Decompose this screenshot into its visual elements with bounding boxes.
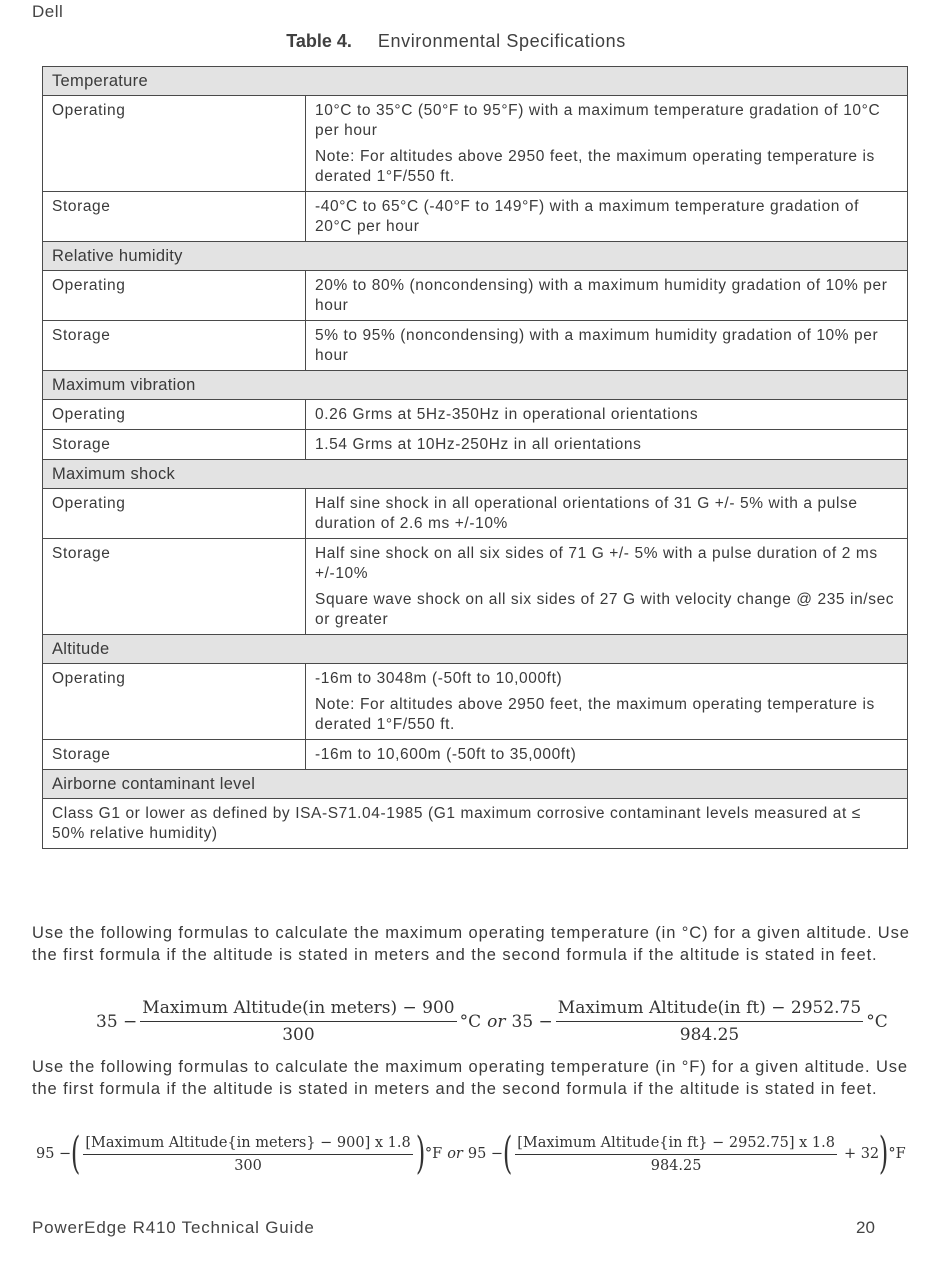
table-row <box>43 400 908 430</box>
value-text: -40°C to 65°C (-40°F to 149°F) with a maximum temperature gradation of 20°C per hour <box>315 198 860 235</box>
row-label: Storage <box>43 740 306 770</box>
row-value <box>306 192 908 242</box>
formula-unit: °F <box>888 1146 906 1162</box>
row-label: Storage <box>43 192 306 242</box>
section-row-humidity <box>43 242 908 271</box>
value-text: 0.26 Grms at 5Hz-350Hz in operational orientations <box>315 406 699 423</box>
value-text: 1.54 Grms at 10Hz-250Hz in all orientations <box>315 436 642 453</box>
formula-denominator: 984.25 <box>650 1157 702 1174</box>
formula-numerator: Maximum Altitude(in meters) − 900 <box>140 998 456 1022</box>
value-note: Note: For altitudes above 2950 feet, the maximum operating temperature is derated 1°F/550 ft. <box>315 696 875 733</box>
section-row-shock <box>43 460 908 489</box>
table-row <box>43 799 908 849</box>
table-row <box>43 539 908 635</box>
formula-numerator: Maximum Altitude(in ft) − 2952.75 <box>556 998 863 1022</box>
row-label: Operating <box>43 664 306 740</box>
table-row <box>43 740 908 770</box>
row-label: Storage <box>43 430 306 460</box>
table-number: Table 4. <box>286 31 352 51</box>
value-text: 20% to 80% (noncondensing) with a maximum humidity gradation of 10% per hour <box>315 277 888 314</box>
section-row-altitude <box>43 635 908 664</box>
footer-title: PowerEdge R410 Technical Guide <box>32 1218 315 1237</box>
row-label: Operating <box>43 96 306 192</box>
row-label: Storage <box>43 321 306 371</box>
table-row <box>43 664 908 740</box>
close-paren: ) <box>879 1128 889 1179</box>
row-label: Operating <box>43 400 306 430</box>
header-brand: Dell <box>32 2 64 21</box>
formula-or: or <box>487 1011 506 1032</box>
table-caption <box>0 31 912 52</box>
formula-denominator: 300 <box>234 1157 262 1174</box>
section-title: Altitude <box>43 635 908 664</box>
section-row-temperature <box>43 67 908 96</box>
value-text: Half sine shock in all operational orientations of 31 G +/- 5% with a pulse duration of 2.6 ms +/-10% <box>315 495 858 532</box>
row-value <box>306 740 908 770</box>
value-text: -16m to 10,600m (-50ft to 35,000ft) <box>315 746 577 763</box>
row-value <box>306 400 908 430</box>
formula-numerator: [Maximum Altitude{in meters} − 900] x 1.8 <box>83 1135 412 1155</box>
table-row <box>43 192 908 242</box>
formula-lead: 35 − <box>96 1011 138 1032</box>
formula-numerator: [Maximum Altitude{in ft} − 2952.75] x 1.8 <box>515 1135 837 1155</box>
value-text: Class G1 or lower as defined by ISA-S71.04-1985 (G1 maximum corrosive contaminant levels measured at ≤ 50% relative humidity) <box>52 805 861 842</box>
table-row <box>43 271 908 321</box>
row-value <box>306 96 908 192</box>
section-title: Temperature <box>43 67 908 96</box>
section-row-contaminant <box>43 770 908 799</box>
formula-lead: 95 − <box>36 1146 72 1162</box>
formula-fraction <box>556 998 863 1045</box>
formula-unit: °F <box>424 1146 443 1162</box>
formula-fraction <box>83 1135 412 1174</box>
row-value <box>306 539 908 635</box>
table-row <box>43 430 908 460</box>
row-label: Operating <box>43 489 306 539</box>
value-text: Half sine shock on all six sides of 71 G +/- 5% with a pulse duration of 2 ms +/-10% <box>315 545 878 582</box>
section-title: Maximum shock <box>43 460 908 489</box>
row-label: Operating <box>43 271 306 321</box>
row-value <box>306 271 908 321</box>
fahrenheit-formula-intro: Use the following formulas to calculate the maximum operating temperature (in °F) for a given altitude. Use the first formula if the altitude is stated in meters and the second formula if the altitude is stated in feet. <box>32 1058 909 1098</box>
row-value <box>306 321 908 371</box>
value-text: 5% to 95% (noncondensing) with a maximum humidity gradation of 10% per hour <box>315 327 879 364</box>
celsius-formula <box>96 998 888 1045</box>
open-paren: ( <box>502 1128 513 1179</box>
page-number: 20 <box>856 1218 875 1237</box>
formula-fraction <box>515 1135 837 1174</box>
table-row <box>43 321 908 371</box>
formula-denominator: 984.25 <box>679 1025 740 1045</box>
value-text: 10°C to 35°C (50°F to 95°F) with a maximum temperature gradation of 10°C per hour <box>315 102 881 139</box>
table-row <box>43 96 908 192</box>
value-note: Note: For altitudes above 2950 feet, the maximum operating temperature is derated 1°F/550 ft. <box>315 148 875 185</box>
table-row <box>43 489 908 539</box>
section-title: Relative humidity <box>43 242 908 271</box>
close-paren: ) <box>415 1128 426 1179</box>
row-value <box>43 799 908 849</box>
value-text-2: Square wave shock on all six sides of 27 G with velocity change @ 235 in/sec or greater <box>315 591 895 628</box>
formula-or: or <box>447 1146 463 1162</box>
value-text: -16m to 3048m (-50ft to 10,000ft) <box>315 670 563 687</box>
formula-lead: 35 − <box>511 1011 553 1032</box>
row-value <box>306 489 908 539</box>
formula-fraction <box>140 998 456 1045</box>
row-value <box>306 664 908 740</box>
section-title: Airborne contaminant level <box>43 770 908 799</box>
table-title: Environmental Specifications <box>377 31 626 51</box>
fahrenheit-formula <box>36 1128 906 1179</box>
celsius-formula-intro: Use the following formulas to calculate the maximum operating temperature (in °C) for a given altitude. Use the first formula if the altitude is stated in meters and the second formula if the altitude is stated in feet. <box>32 924 910 964</box>
row-label: Storage <box>43 539 306 635</box>
section-row-vibration <box>43 371 908 400</box>
row-value <box>306 430 908 460</box>
formula-lead: 95 − <box>467 1146 504 1162</box>
open-paren: ( <box>71 1128 81 1179</box>
section-title: Maximum vibration <box>43 371 908 400</box>
environmental-spec-table <box>42 66 908 849</box>
formula-unit: °C <box>459 1011 482 1032</box>
formula-denominator: 300 <box>282 1025 315 1045</box>
formula-unit: °C <box>866 1011 888 1032</box>
formula-plus: + 32 <box>843 1146 880 1162</box>
